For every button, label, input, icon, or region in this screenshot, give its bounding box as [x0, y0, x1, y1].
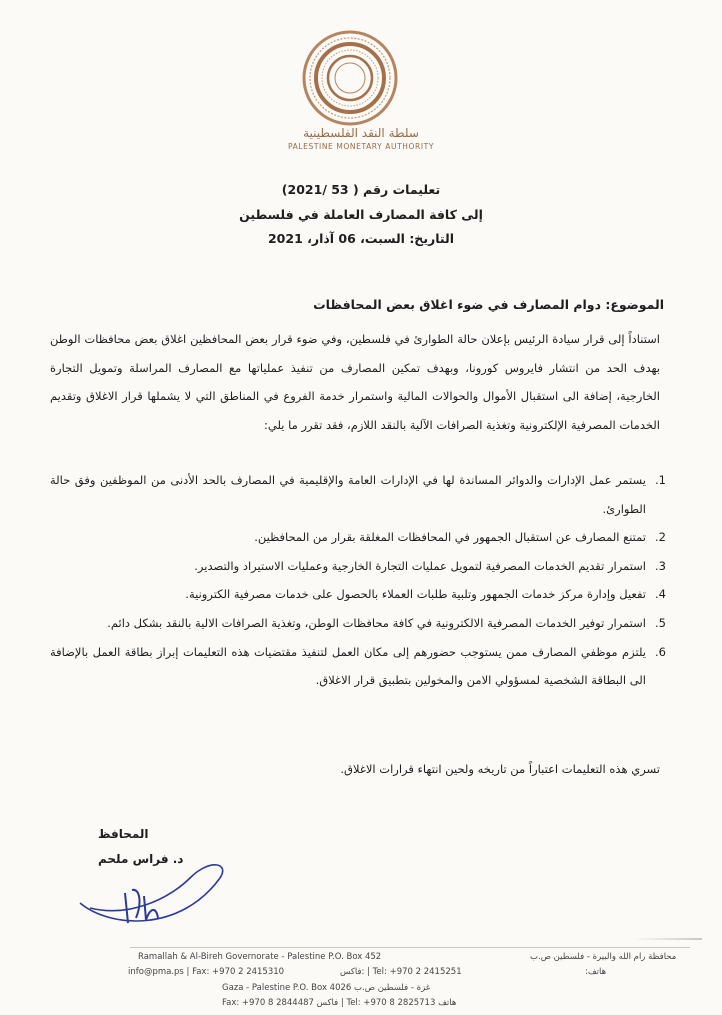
list-item	[50, 466, 666, 523]
footer-contact-mid: فاكس: | Tel: +970 2 2415251	[340, 967, 462, 977]
list-item-number: 3.	[655, 558, 666, 573]
pma-logo-emblem	[300, 28, 400, 128]
signatory-name: د. فراس ملحم	[98, 852, 184, 866]
recipient-line: إلى كافة المصارف العاملة في فلسطين	[239, 207, 483, 222]
instruction-number: تعليمات رقم ( 53 /2021)	[281, 182, 441, 197]
list-item-text: تمتنع المصارف عن استقبال الجمهور في المحافظات المغلقة بقرار من المحافظين.	[254, 530, 646, 545]
footer-contact-en: info@pma.ps | Fax: +970 2 2415310	[128, 967, 285, 977]
list-item-text: يستمر عمل الإدارات والدوائر المساندة لها في الإدارات العامة والإقليمية في المصارف بالحد الأدنى من الموظفين وفق حالة الطوارئ.	[50, 473, 646, 516]
list-item-text: استمرار توفير الخدمات المصرفية الالكترونية في كافة محافظات الوطن، وتغذية الصرافات الالية بالنقد بشكل دائم.	[107, 615, 646, 630]
list-item-number: 6.	[655, 644, 666, 659]
list-item-text: استمرار تقديم الخدمات المصرفية لتمويل عمليات التجارة الخارجية وعمليات الاستيراد والتصدير.	[194, 558, 646, 573]
list-item-number: 2.	[655, 530, 666, 545]
intro-paragraph	[50, 325, 660, 440]
date-line: التاريخ: السبت، 06 آذار، 2021	[267, 231, 454, 246]
footer-gaza-contact: Fax: +970 8 2844487 فاكس | Tel: +970 8 2825713 هاتف	[222, 998, 457, 1008]
list-item-text: تفعيل وإدارة مركز خدمات الجمهور وتلبية طلبات العملاء بالحصول على خدمات مصرفية الكترونية.	[185, 587, 646, 602]
list-item	[50, 580, 666, 609]
footer-gaza-address: Gaza - Palestine P.O. Box 4026 غزة - فلسطين ص.ب	[222, 983, 431, 993]
list-item-number: 4.	[655, 587, 666, 602]
list-item	[50, 638, 666, 695]
brand-name-english: PALESTINE MONETARY AUTHORITY	[287, 142, 435, 151]
footer-divider	[130, 947, 690, 948]
footer-contact-ar: هاتف:	[585, 967, 607, 977]
closing-line: تسري هذه التعليمات اعتباراً من تاريخه ولحين انتهاء قرارات الاغلاق.	[340, 762, 660, 776]
list-item-number: 1.	[655, 473, 666, 487]
instructions-list	[50, 466, 666, 695]
footer-address-ar: محافظة رام الله والبيرة - فلسطين ص.ب	[530, 952, 677, 962]
list-item-number: 5.	[655, 615, 666, 630]
subject-line: الموضوع: دوام المصارف في ضوء اغلاق بعض المحافظات	[313, 297, 664, 312]
brand-name-arabic: سلطة النقد الفلسطينية	[303, 126, 419, 140]
signatory-title: المحافظ	[98, 827, 149, 841]
list-item	[50, 552, 666, 581]
handwritten-signature	[70, 848, 240, 938]
list-item-text: يلتزم موظفي المصارف ممن يستوجب حضورهم إلى مكان العمل لتنفيذ مقتضيات هذه التعليمات إبراز بطاقة العمل بالإضافة الى البطاقة الشخصية لمسؤولي الامن والمخولين بتطبيق قرار الاغلاق.	[50, 644, 646, 688]
divider	[632, 938, 702, 940]
footer-address-en: Ramallah & Al-Bireh Governorate - Palestine P.O. Box 452	[138, 952, 382, 962]
intro-text: استناداً إلى قرار سيادة الرئيس بإعلان حالة الطوارئ في فلسطين، وفي ضوء قرار بعض المحافظين اغلاق بعض محافظات الوطن بهدف الحد من انتشار فايروس كورونا، وبهدف تمكين المصارف من تنفيذ عملياتها مع المصارف المراسلة وتمويل التجارة الخارجية، إضافة الى استقبال الأموال والحوالات المالية واستمرار خدمة الفروع في المناطق التي لا يشملها قرار الاغلاق وتقديم الخدمات المصرفية الإلكترونية وتغذية الصرافات الآلية بالنقد اللازم، فقد تقرر ما يلي:	[50, 332, 660, 433]
list-item	[50, 609, 666, 638]
list-item	[50, 523, 666, 552]
